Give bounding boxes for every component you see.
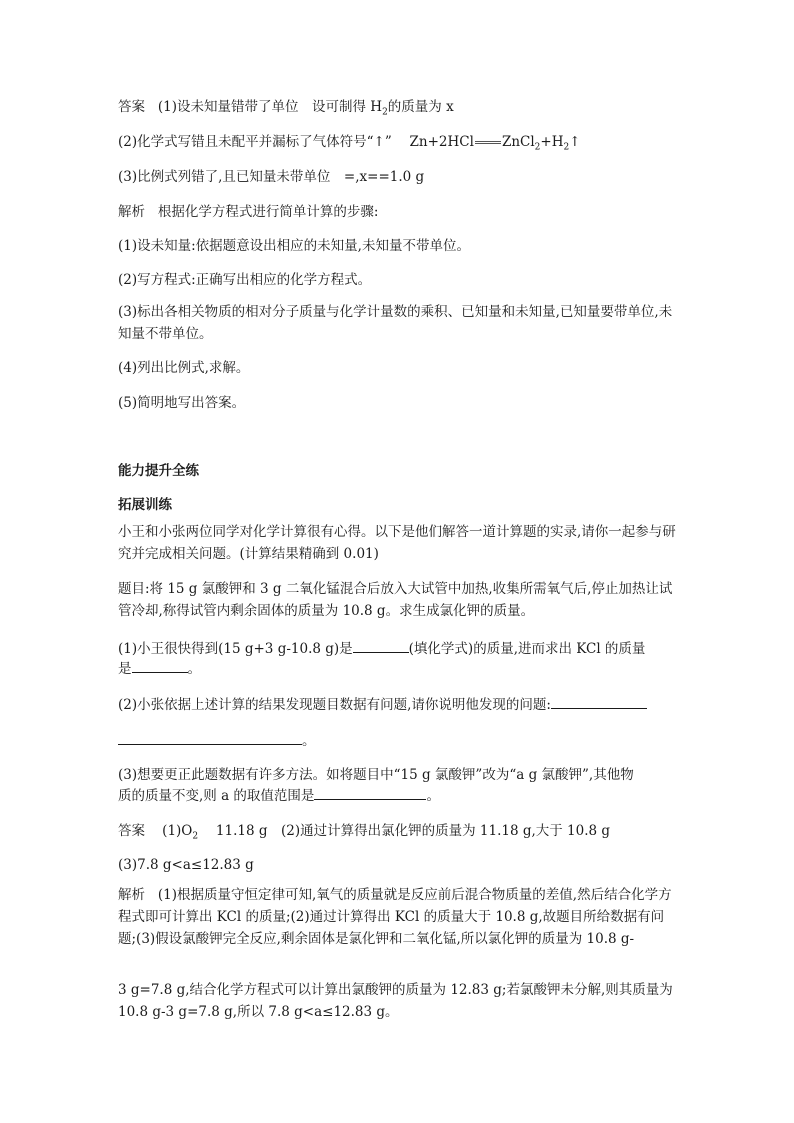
answer-label: 答案 [118,99,145,115]
section-subtitle: 拓展训练 [118,497,172,513]
answer-blank[interactable] [551,694,647,709]
question1-line2 [118,658,201,679]
analysis1-step5: (5)简明地写出答案。 [118,395,246,411]
answer1-text2-mid: ZnCl [501,134,535,150]
answer1-text2: (2)化学式写错且未配平并漏标了气体符号“↑” Zn+2HCl [118,134,474,150]
question2-text-a: (2)小张依据上述计算的结果发现题目数据有问题,请你说明他发现的问题: [118,697,551,713]
answer-blank[interactable] [314,785,426,800]
subscript: 2 [534,142,541,153]
answer-blank[interactable] [132,658,188,673]
analysis1-step3: (3)标出各相关物质的相对分子质量与化学计量数的乘积、已知量和未知量,已知量要带单位,未知量不带单位。 [118,304,673,342]
answer2-text-a: (1)O [162,823,193,839]
subscript: 2 [192,831,199,842]
problem-question: 题目:将 15 g 氯酸钾和 3 g 二氧化锰混合后放入大试管中加热,收集所需氧气后,停止加热让试管冷却,称得试管内剩余固体的质量为 10.8 g。求生成氯化钾的质量。 [118,581,673,619]
analysis2-text1: (1)根据质量守恒定律可知,氧气的质量就是反应前后混合物质量的差值,然后结合化学方程式即可计算出 KCl 的质量;(2)通过计算得出 KCl 的质量大于 10.8 g,故题目所给数据有问题;(3)假设氯酸钾完全反应,剩余固体是氯化钾和二氧化锰,所以氯化钾的质量为 10.8 g- [118,887,672,947]
analysis-label: 解析 [118,204,145,220]
answer1-line2 [118,132,581,158]
answer2-text-b: 11.18 g (2)通过计算得出氯化钾的质量为 11.18 g,大于 10.8 g [198,823,611,839]
question1-text-d: 。 [187,661,201,677]
analysis1-step4: (4)列出比例式,求解。 [118,360,250,376]
question1-text-a: (1)小王很快得到(15 g+3 g-10.8 g)是 [118,641,353,657]
answer1-text2-tail: ↑ [569,134,581,150]
problem-intro: 小王和小张两位同学对化学计算很有心得。以下是他们解答一道计算题的实录,请你一起参与研究并完成相关问题。(计算结果精确到 0.01) [118,524,676,562]
analysis1-step1: (1)设未知量:依据题意设出相应的未知量,未知量不带单位。 [118,238,470,254]
answer-blank[interactable] [118,730,302,745]
subscript: 2 [563,142,570,153]
analysis-label: 解析 [118,887,145,903]
analysis1-step2: (2)写方程式:正确写出相应的化学方程式。 [118,272,372,288]
question2-line2 [118,730,316,751]
answer1-text1: (1)设未知量错带了单位 设可制得 H [157,99,383,115]
question3-line1: (3)想要更正此题数据有许多方法。如将题目中“15 g 氯酸钾”改为“a g 氯酸钾”,其他物 [118,767,634,783]
question3-text-b: 质的质量不变,则 a 的取值范围是 [118,788,315,804]
analysis1-intro [118,202,378,222]
question3-text-c: 。 [426,788,440,804]
answer-blank[interactable] [353,638,409,653]
equals-sign [475,141,501,144]
answer2-line2: (3)7.8 g<a≤12.83 g [118,857,254,873]
subscript: 2 [382,107,388,118]
answer1-line1 [118,97,454,123]
analysis2-para2: 3 g=7.8 g,结合化学方程式可以计算出氯酸钾的质量为 12.83 g;若氯酸钾未分解,则其质量为 10.8 g-3 g=7.8 g,所以 7.8 g<a≤12.83 g。 [118,982,673,1020]
question2-line1 [118,694,647,715]
analysis2-para1 [118,884,678,950]
question2-text-b: 。 [302,733,316,749]
answer-label: 答案 [118,823,145,839]
answer1-text2-mid2: +H [540,134,564,150]
answer1-text1-tail: 的质量为 x [387,99,454,115]
answer2-line1 [118,821,610,847]
question3-line2 [118,785,440,806]
section-title: 能力提升全练 [118,463,199,479]
question1-text-b: (填化学式)的质量,进而求出 KCl 的质量 [408,641,646,657]
question1-line1 [118,638,645,659]
answer1-line3: (3)比例式列错了,且已知量未带单位 =,x==1.0 g [118,169,425,185]
analysis1-intro-text: 根据化学方程式进行简单计算的步骤: [157,204,379,220]
question1-text-c: 是 [118,661,132,677]
